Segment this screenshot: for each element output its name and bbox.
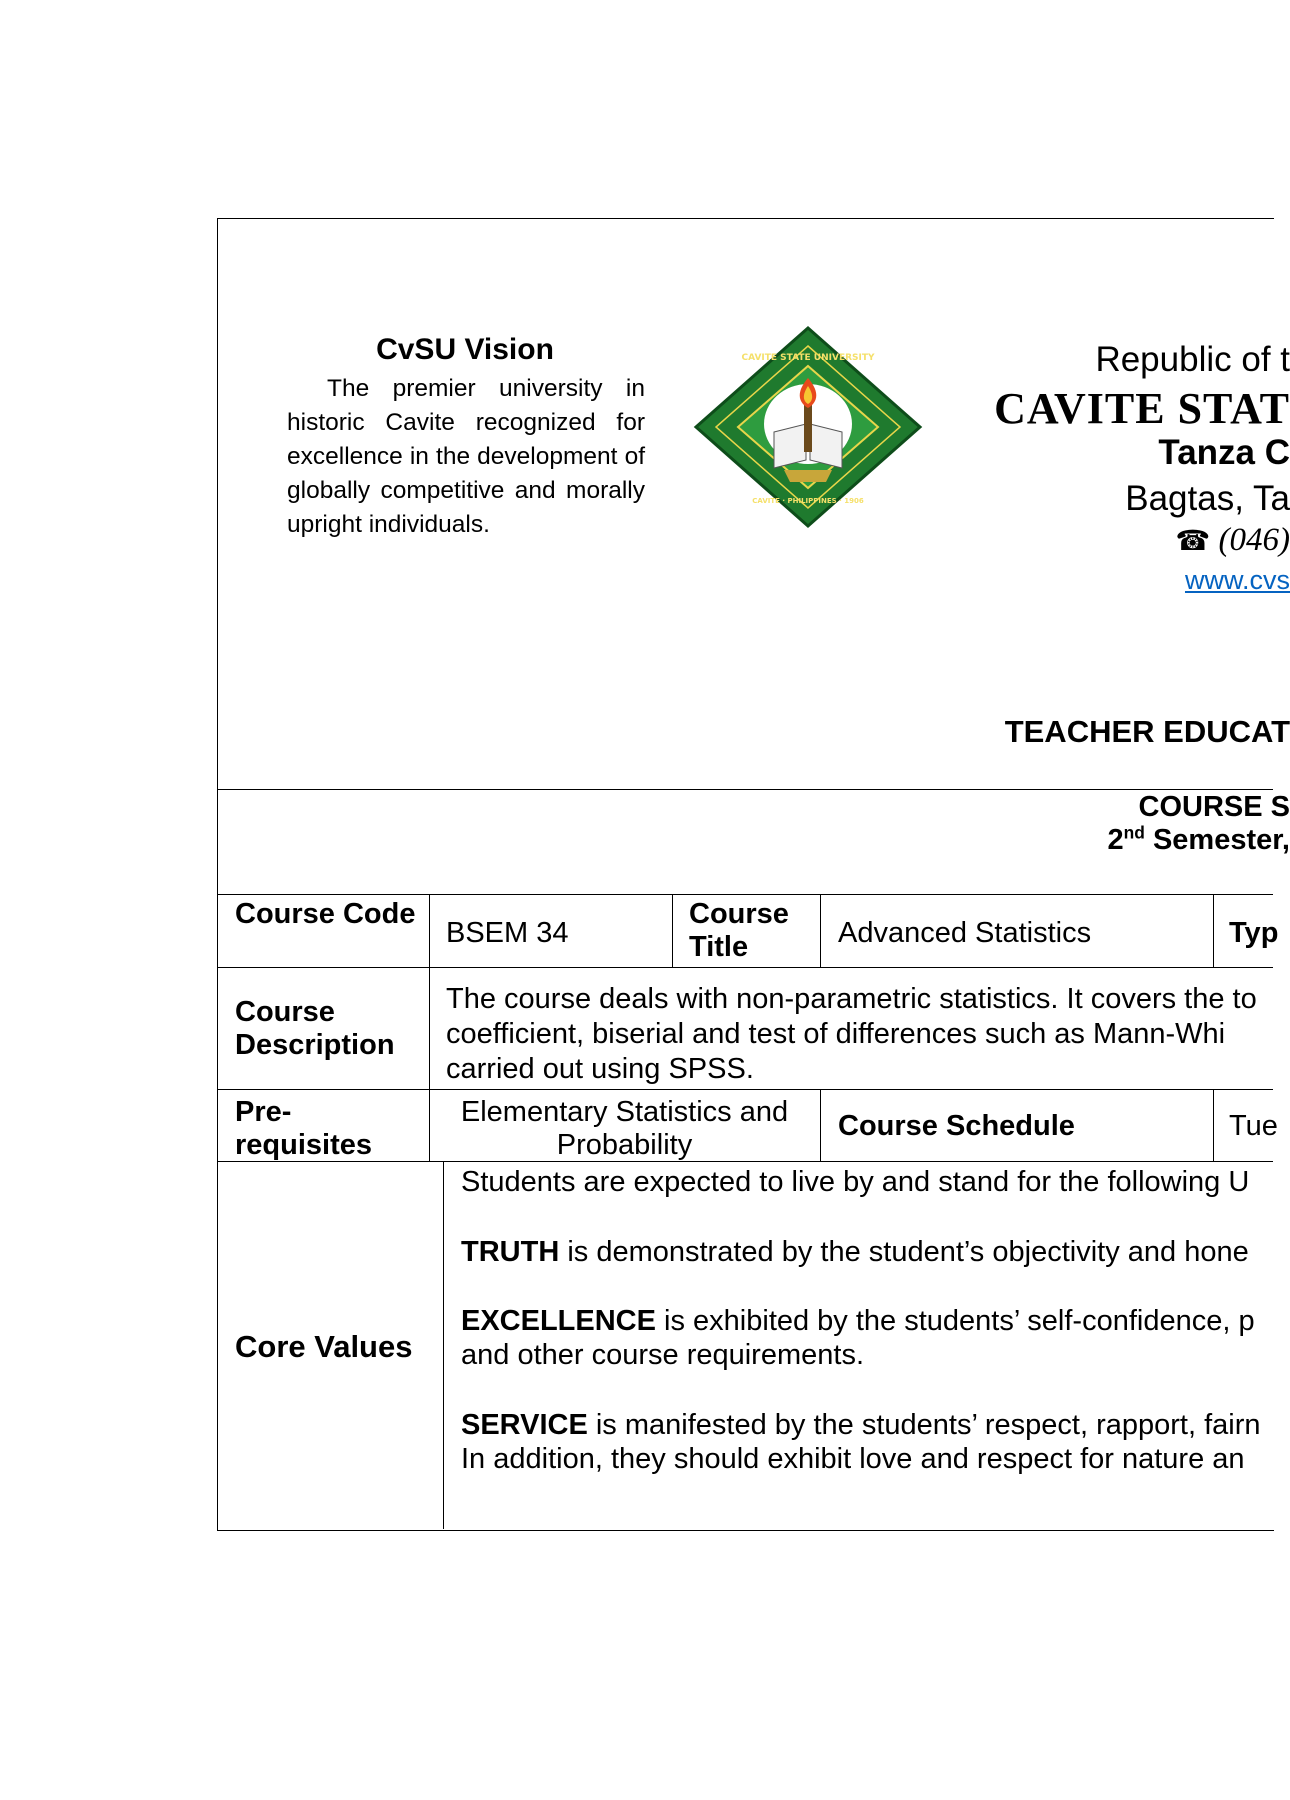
core-value-excellence-line2: and other course requirements. [461, 1339, 864, 1371]
divider-header [217, 789, 1273, 790]
col-divider-label [429, 894, 430, 1161]
course-schedule-label: Course Schedule [838, 1110, 1075, 1142]
vision-text: The premier university in historic Cavite recognized for excellence in the development of globally competitive and morally upright individuals. [287, 375, 645, 538]
excellence-heading: EXCELLENCE [461, 1305, 656, 1337]
prerequisites-label: Pre-requisites [235, 1096, 372, 1161]
divider-row2 [217, 1089, 1273, 1090]
telephone-icon: ☎ [1175, 524, 1211, 557]
header-republic: Republic of t [1095, 340, 1290, 379]
core-value-excellence [461, 1304, 1273, 1338]
university-logo [688, 322, 928, 532]
col-divider-core [443, 1161, 444, 1529]
course-schedule-value: Tue [1229, 1110, 1278, 1142]
col-divider-4 [1213, 894, 1214, 967]
core-values-intro: Students are expected to live by and stand for the following U [461, 1166, 1250, 1198]
truth-text: is demonstrated by the student’s objectivity and hone [559, 1236, 1249, 1268]
excellence-text: is exhibited by the students’ self-confidence, p [655, 1305, 1255, 1337]
divider-row1 [217, 967, 1273, 968]
col-divider-5 [820, 1089, 821, 1161]
divider-title [217, 894, 1273, 895]
course-description-label: Course Description [235, 996, 395, 1061]
vision-title: CvSU Vision [376, 333, 554, 366]
header-phone-number: (046) [1218, 522, 1290, 558]
core-values-label: Core Values [235, 1329, 413, 1364]
core-value-service-line2: In addition, they should exhibit love and respect for nature an [461, 1443, 1245, 1475]
service-text: is manifested by the students’ respect, rapport, fairn [587, 1409, 1261, 1441]
col-divider-3 [820, 894, 821, 967]
course-code-value: BSEM 34 [446, 917, 569, 949]
syllabus-title: COURSE S [1138, 791, 1290, 823]
svg-text:CAVITE · PHILIPPINES · 1906: CAVITE · PHILIPPINES · 1906 [752, 497, 864, 505]
header-department: TEACHER EDUCAT [1004, 714, 1290, 749]
course-title-label: Course Title [689, 898, 789, 963]
semester-ordinal: 2 [1107, 824, 1124, 856]
description-line: coefficient, biserial and test of differences such as Mann-Whi [446, 1018, 1226, 1050]
col-divider-6 [1213, 1089, 1214, 1161]
svg-text:CAVITE STATE UNIVERSITY: CAVITE STATE UNIVERSITY [741, 353, 875, 363]
header-website-link[interactable]: www.cvs [1184, 565, 1290, 595]
semester-suffix: nd [1123, 822, 1145, 843]
prerequisites-value: Elementary Statistics and Probability [460, 1096, 789, 1161]
header-address: Bagtas, Ta [1125, 479, 1290, 518]
description-line: The course deals with non-parametric statistics. It covers the to [446, 983, 1257, 1015]
header-campus: Tanza C [1158, 433, 1290, 472]
syllabus-semester [960, 824, 1290, 857]
header-university: CAVITE STAT [994, 384, 1290, 433]
service-heading: SERVICE [461, 1409, 588, 1441]
col-divider-2 [672, 894, 673, 967]
header-phone [960, 522, 1290, 559]
truth-heading: TRUTH [461, 1236, 560, 1268]
description-line: carried out using SPSS. [446, 1053, 754, 1085]
course-code-label: Course Code [235, 898, 416, 930]
core-value-service [461, 1408, 1273, 1442]
type-label: Typ [1229, 917, 1279, 949]
course-description-text [446, 982, 1273, 1087]
course-title-value: Advanced Statistics [838, 917, 1092, 949]
core-value-truth [461, 1235, 1273, 1269]
semester-text: Semester, [1144, 824, 1290, 856]
